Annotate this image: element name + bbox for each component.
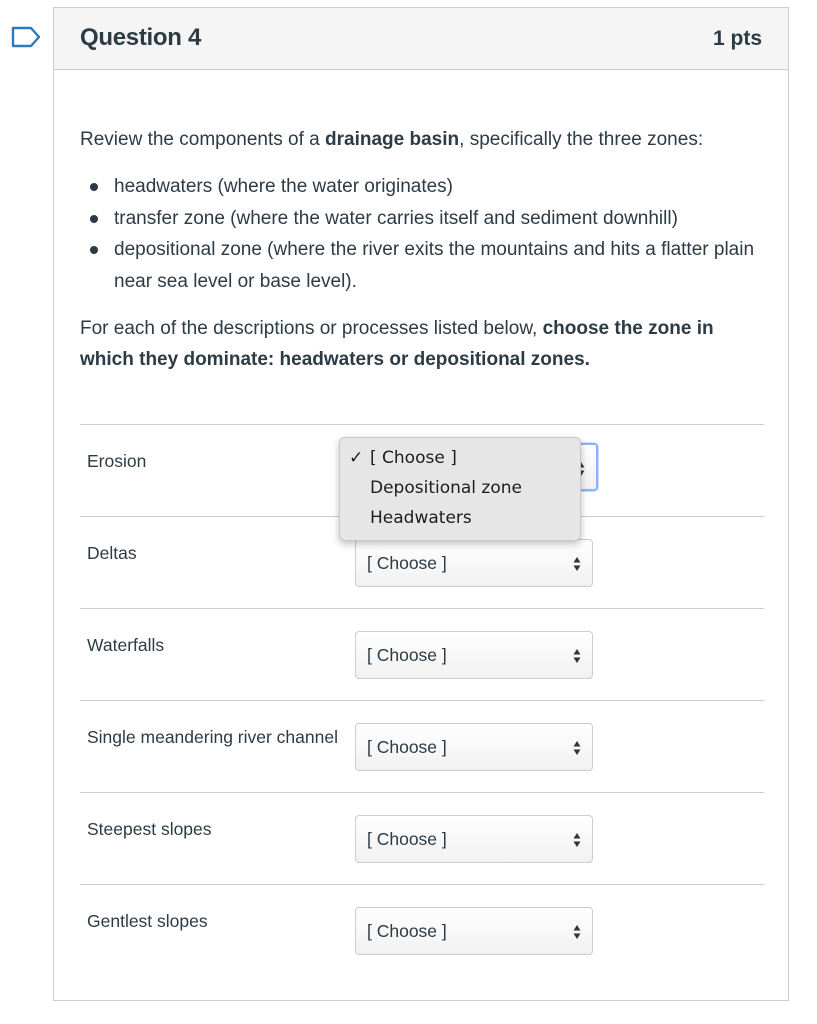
instructions-paragraph (80, 313, 766, 375)
list-item: headwaters (where the water originates) (114, 171, 766, 203)
question-text (80, 124, 766, 375)
select-value: [ Choose ] (367, 737, 447, 757)
row-label: Steepest slopes (87, 819, 212, 839)
up-down-arrows-icon (573, 740, 581, 756)
select-value: [ Choose ] (367, 645, 447, 665)
dropdown-option-depositional-zone[interactable]: Depositional zone (370, 478, 522, 498)
row-label: Single meandering river channel (87, 727, 338, 747)
list-item: depositional zone (where the river exits the mountains and hits a flatter plain near sea level or base level). (114, 234, 766, 297)
intro-paragraph (80, 124, 766, 155)
up-down-arrows-icon (573, 832, 581, 848)
intro-bold: drainage basin (325, 129, 460, 150)
question-header (54, 8, 788, 70)
question-title: Question 4 (80, 24, 202, 51)
select-value: [ Choose ] (367, 829, 447, 849)
zone-list (80, 171, 766, 297)
question-points: 1 pts (712, 27, 762, 50)
row-label: Gentlest slopes (87, 911, 208, 931)
row-label: Deltas (87, 543, 137, 563)
dropdown-option-choose[interactable]: [ Choose ] (370, 448, 457, 468)
list-item: transfer zone (where the water carries itself and sediment downhill) (114, 203, 766, 235)
table-row (80, 608, 764, 700)
up-down-arrows-icon (573, 924, 581, 940)
zone-select-steepest-slopes[interactable] (355, 815, 593, 863)
row-label: Erosion (87, 451, 147, 471)
select-value: [ Choose ] (367, 553, 447, 573)
zone-select-deltas[interactable] (355, 539, 593, 587)
select-value: [ Choose ] (367, 921, 447, 941)
intro-text-end: , specifically the three zones: (459, 129, 704, 150)
table-row (80, 792, 764, 884)
flag-question-icon[interactable] (11, 26, 41, 48)
zone-select-waterfalls[interactable] (355, 631, 593, 679)
instructions-text: For each of the descriptions or processes listed below, (80, 318, 543, 339)
instructions-bold: choose the zone in which they dominate: headwaters or depositional zones. (80, 318, 714, 370)
dropdown-option-headwaters[interactable]: Headwaters (370, 508, 472, 528)
zone-dropdown-menu (339, 437, 581, 541)
zone-select-gentlest-slopes[interactable] (355, 907, 593, 955)
up-down-arrows-icon (573, 648, 581, 664)
checkmark-icon: ✓ (349, 448, 364, 468)
row-label: Waterfalls (87, 635, 165, 655)
table-row (80, 884, 764, 976)
up-down-arrows-icon (573, 556, 581, 572)
zone-select-meandering-channel[interactable] (355, 723, 593, 771)
intro-text: Review the components of a (80, 129, 326, 150)
table-row (80, 700, 764, 792)
